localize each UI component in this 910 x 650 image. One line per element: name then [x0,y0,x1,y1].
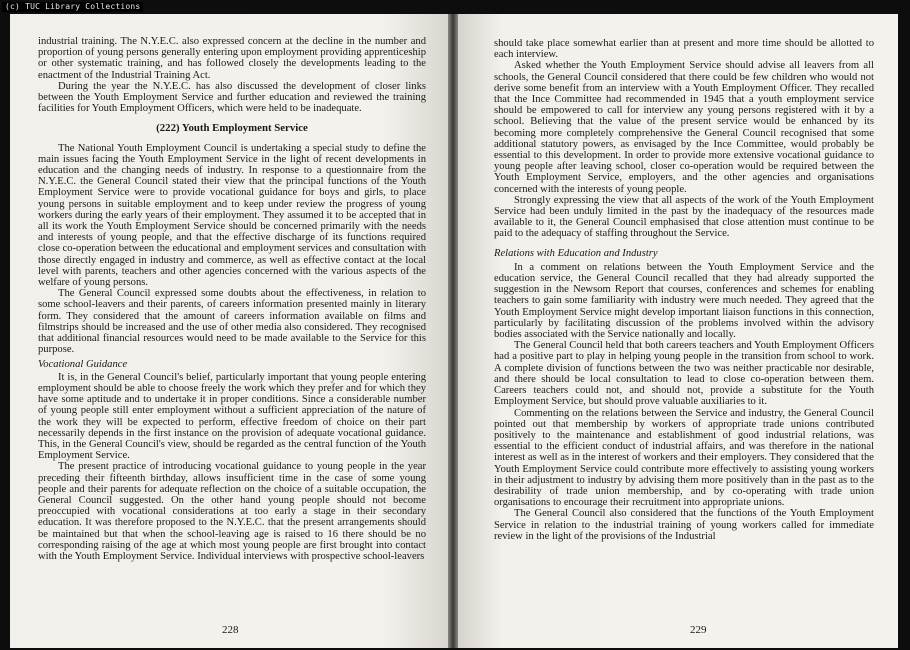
left-paragraph-3: The National Youth Employment Council is undertaking a special study to define the main issues facing the Youth Employment Service in the light of recent developments in education and the changing needs of industry. In response to a questionnaire from the N.Y.E.C. the General Council stated their view that the principal functions of the Youth Employment Service were to provide vocational guidance for boys and girls, to place young persons in suitable employment and to keep under review the progress of young workers during the early years of their employment. They assumed it to be accepted that in all its work the Youth Employment Service should be concerned primarily with the needs and interests of young people, and that the effective discharge of its functions required close co-operation between the educational and employment services and consultation with those directly engaged in industry and commerce, as well as effective contact at the local level with parents, teachers and other agencies concerned with the various aspects of the welfare of young persons. [38,142,426,289]
vocational-guidance-heading: Vocational Guidance [38,359,128,371]
left-paragraph-5: It is, in the General Council's belief, particularly important that young people entering employment should be able to choose freely the work which they prefer and for which they have some aptitude and to undertake it in proper conditions. Since a considerable number of young people still enter employment without a sufficient appreciation of the nature of the work they will be expected to perform, effective freedom of choice on their part necessarily depends in the first instance on the provision of adequate vocational guidance. This, in the General Council's view, should be regarded as the central function of the Youth Employment Service. [38,371,426,462]
right-paragraph-4: In a comment on relations between the Youth Employment Service and the education service, the General Council recalled that they had already supported the suggestion in the Newsom Report that courses, conferences and schemes for enabling teachers to gain some familiarity with industry were much needed. They agreed that the Youth Employment Service might develop important liaison functions in this connection, particularly by facilitating discussion of the problems involved within the advisory bodies associated with the Service nationally and locally. [494,261,874,341]
right-paragraph-3: Strongly expressing the view that all aspects of the work of the Youth Employment Service had been unduly limited in the past by the inadequacy of the resources made available to it, the General Council emphasised that close attention must continue to be paid to the adequacy of staffing throughout the Service. [494,194,874,240]
right-page-text [494,38,874,542]
left-page-text [38,36,426,562]
left-page [10,14,448,648]
watermark-label: (c) TUC Library Collections [2,2,143,12]
right-paragraph-6: Commenting on the relations between the Service and industry, the General Council pointed out that membership by workers of appropriate trade unions contributed positively to the maintenance and establishment of good industrial relations, was essential to the efficient conduct of industrial affairs, and was therefore in the national interest as well as in the interest of workers and their employers. They considered that the Youth Employment Service could contribute more effectively to assisting young workers in their adjustment to industry by advising them more positively than in the past as to the desirability of trade union membership, and by co-operating with trade union organisations to encourage their recruitment into appropriate unions. [494,407,874,509]
relations-heading: Relations with Education and Industry [494,247,658,259]
left-page-number: 228 [222,624,239,636]
right-page [458,14,898,648]
left-paragraph-1: industrial training. The N.Y.E.C. also expressed concern at the decline in the number and proportion of young persons generally entering upon employment providing apprenticeship or other systematic training, and has followed closely the developments leading to the enactment of the Industrial Training Act. [38,36,426,81]
right-page-number: 229 [690,624,707,636]
right-paragraph-7: The General Council also considered that the functions of the Youth Employment Service in relation to the industrial training of young workers called for immediate review in the light of the provisions of the Industrial [494,508,874,542]
section-heading: (222) Youth Employment Service [156,122,308,135]
left-paragraph-2: During the year the N.Y.E.C. has also discussed the development of closer links between the Youth Employment Service and further education and reviewed the training facilities for Youth Employment Officers, which were held to be inadequate. [38,80,426,115]
right-paragraph-2: Asked whether the Youth Employment Service should advise all leavers from all schools, the General Council considered that there could be few children who would not derive some benefit from an interview with a Youth Employment Officer. They recalled that the Ince Committee had recommended in 1945 that a youth employment service should be empowered to call for interview any young persons registered with it by a school. Believing that the value of the present service would be enhanced by its becoming more completely comprehensive the General Council recognised that some additional statutory powers, as envisaged by the Ince Committee, would probably be essential to this development. In order to provide more extensive vocational guidance to young people after leaving school, closer co-operation would be required between the Youth Employment Service, employers, and the other agencies and organisations concerned with the interests of young people. [494,60,874,195]
right-paragraph-1: should take place somewhat earlier than at present and more time should be allotted to each interview. [494,38,874,61]
book-gutter [448,14,458,648]
right-paragraph-5: The General Council held that both careers teachers and Youth Employment Officers had a positive part to play in helping young people in the transition from school to work. A complete division of functions between the two was neither practicable nor desirable, and there should be local consultation to lead to close co-operation between them. Careers teachers could not, and should not, provide a substitute for the Youth Employment Service, but should prove valuable auxiliaries to it. [494,340,874,408]
left-paragraph-6: The present practice of introducing vocational guidance to young people in the year preceding their fifteenth birthday, allows insufficient time in the case of some young people and their parents for adequate reflection on the choice of a suitable occupation, the General Council suggested. On the other hand young people should not become preoccupied with vocational considerations at too early a stage in their secondary education. It was therefore proposed to the N.Y.E.C. that the present arrangements should be maintained but that when the school-leaving age is raised to 16 there should be no corresponding raising of the age at which most young people are first brought into contact with the Youth Employment Service. Individual interviews with prospective school-leavers [38,461,426,562]
left-paragraph-4: The General Council expressed some doubts about the effectiveness, in relation to some school-leavers and their parents, of careers information presented mainly in literary form. They considered that the amount of careers information available on films and filmstrips should be increased and the use of other media also considered. They recognised that additional financial resources would need to be made available to the Service for this purpose. [38,288,426,356]
